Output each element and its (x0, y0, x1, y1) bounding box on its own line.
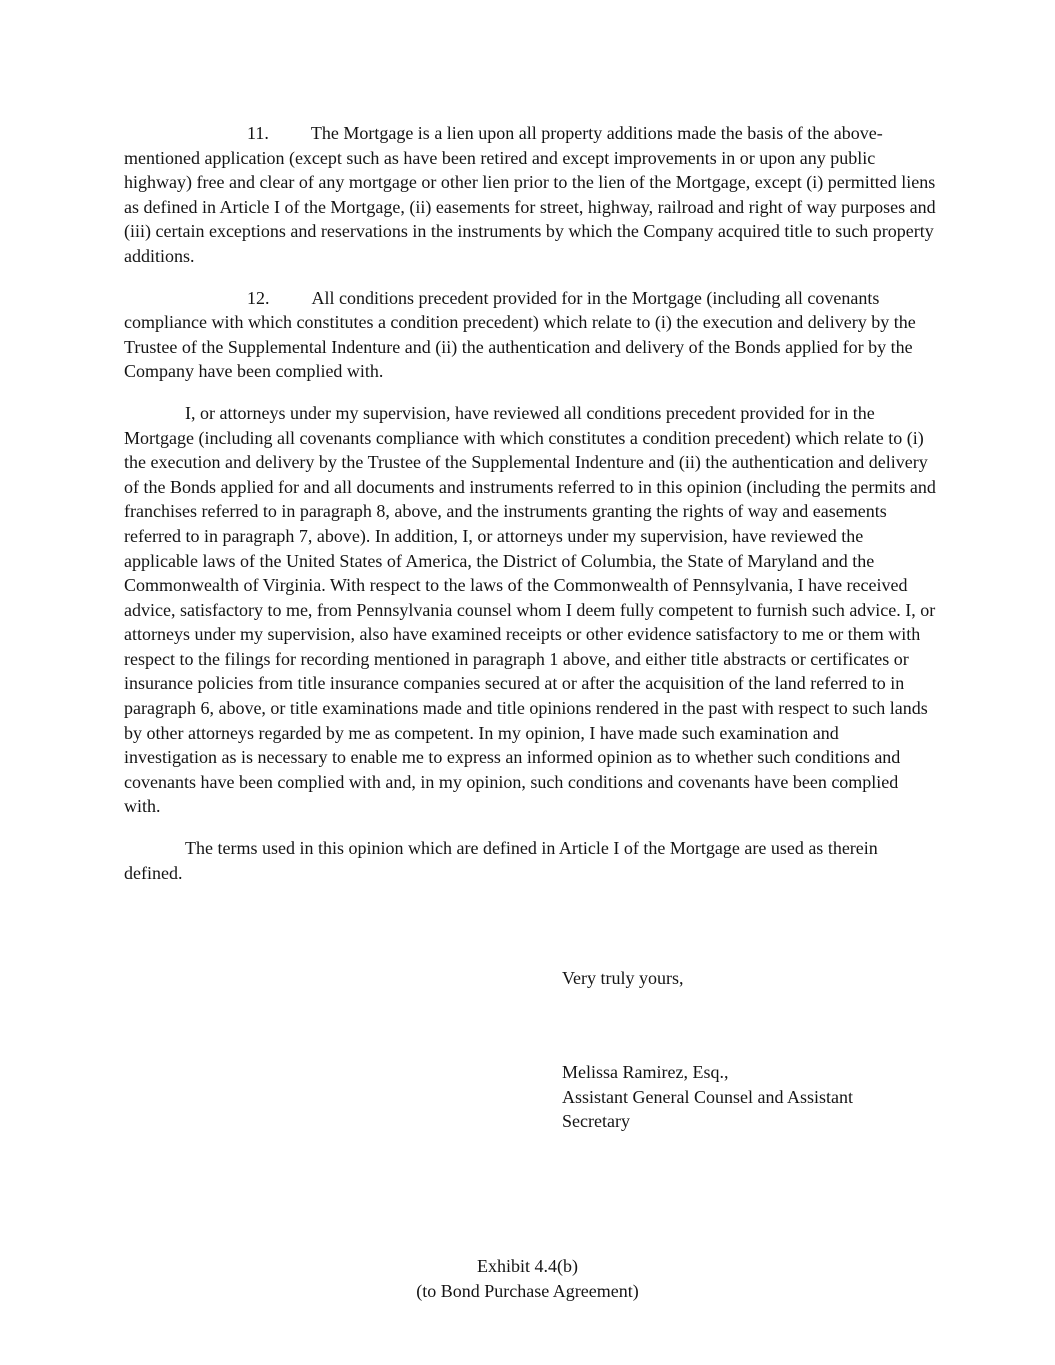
valediction: Very truly yours, (562, 968, 684, 988)
defined-terms-paragraph: The terms used in this opinion which are defined in Article I of the Mortgage are used as therein defined. (124, 838, 878, 883)
letter-body (124, 121, 936, 902)
paragraph-12-number: 12. (247, 287, 270, 308)
signatory-name: Melissa Ramirez, Esq., (562, 1062, 729, 1082)
numbered-paragraph-11 (124, 121, 936, 269)
paragraph-11-text: The Mortgage is a lien upon all property additions made the basis of the above-mentioned application (except such as have been retired and except improvements in or upon any public highway) free and clear of any mortgage or other lien prior to the lien of the Mortgage, except (i) permitted liens as defined in Article I of the Mortgage, (ii) easements for street, highway, railroad and right of way purposes and (iii) certain exceptions and reservations in the instruments by which the Company acquired title to such property additions. (124, 123, 936, 266)
signature-block (562, 1060, 892, 1134)
exhibit-label: Exhibit 4.4(b) (477, 1256, 578, 1276)
exhibit-subtitle: (to Bond Purchase Agreement) (416, 1280, 639, 1301)
signatory-title: Assistant General Counsel and Assistant Secretary (562, 1086, 853, 1132)
paragraph-11-number: 11. (247, 123, 269, 143)
opinion-review-paragraph: I, or attorneys under my supervision, have reviewed all conditions precedent provided for in the Mortgage (including all covenants compliance with which constitutes a condition precedent) which relate to (i) the execution and delivery by the Trustee of the Supplemental Indenture and (ii) the authentication and delivery of the Bonds applied for and all documents and instruments referred to in this opinion (including the permits and franchises referred to in paragraph 8, above, and the instruments granting the rights of way and easements referred to in paragraph 7, above). In addition, I, or attorneys under my supervision, have reviewed the applicable laws of the United States of America, the District of Columbia, the State of Maryland and the Commonwealth of Virginia. With respect to the laws of the Commonwealth of Pennsylvania, I have received advice, satisfactory to me, from Pennsylvania counsel whom I deem fully competent to furnish such advice. I, or attorneys under my supervision, also have examined receipts or other evidence satisfactory to me or them with respect to the filings for recording mentioned in paragraph 1 above, and either title abstracts or certificates or insurance policies from title insurance companies secured at or after the acquisition of the land referred to in paragraph 6, above, or title examinations made and title opinions rendered in the past with respect to such lands by other attorneys regarded by me as competent. In my opinion, I have made such examination and investigation as is necessary to enable me to express an informed opinion as to whether such conditions and covenants have been complied with and, in my opinion, such conditions and covenants have been complied with. (124, 402, 936, 817)
numbered-paragraph-12 (124, 286, 936, 384)
exhibit-footer (0, 1254, 1055, 1303)
paragraph-12-text: All conditions precedent provided for in the Mortgage (including all covenants compliance with which constitutes a condition precedent) which relate to (i) the execution and delivery by the Trustee of the Supplemental Indenture and (ii) the authentication and delivery of the Bonds applied for by the Company have been complied with. (124, 287, 916, 382)
